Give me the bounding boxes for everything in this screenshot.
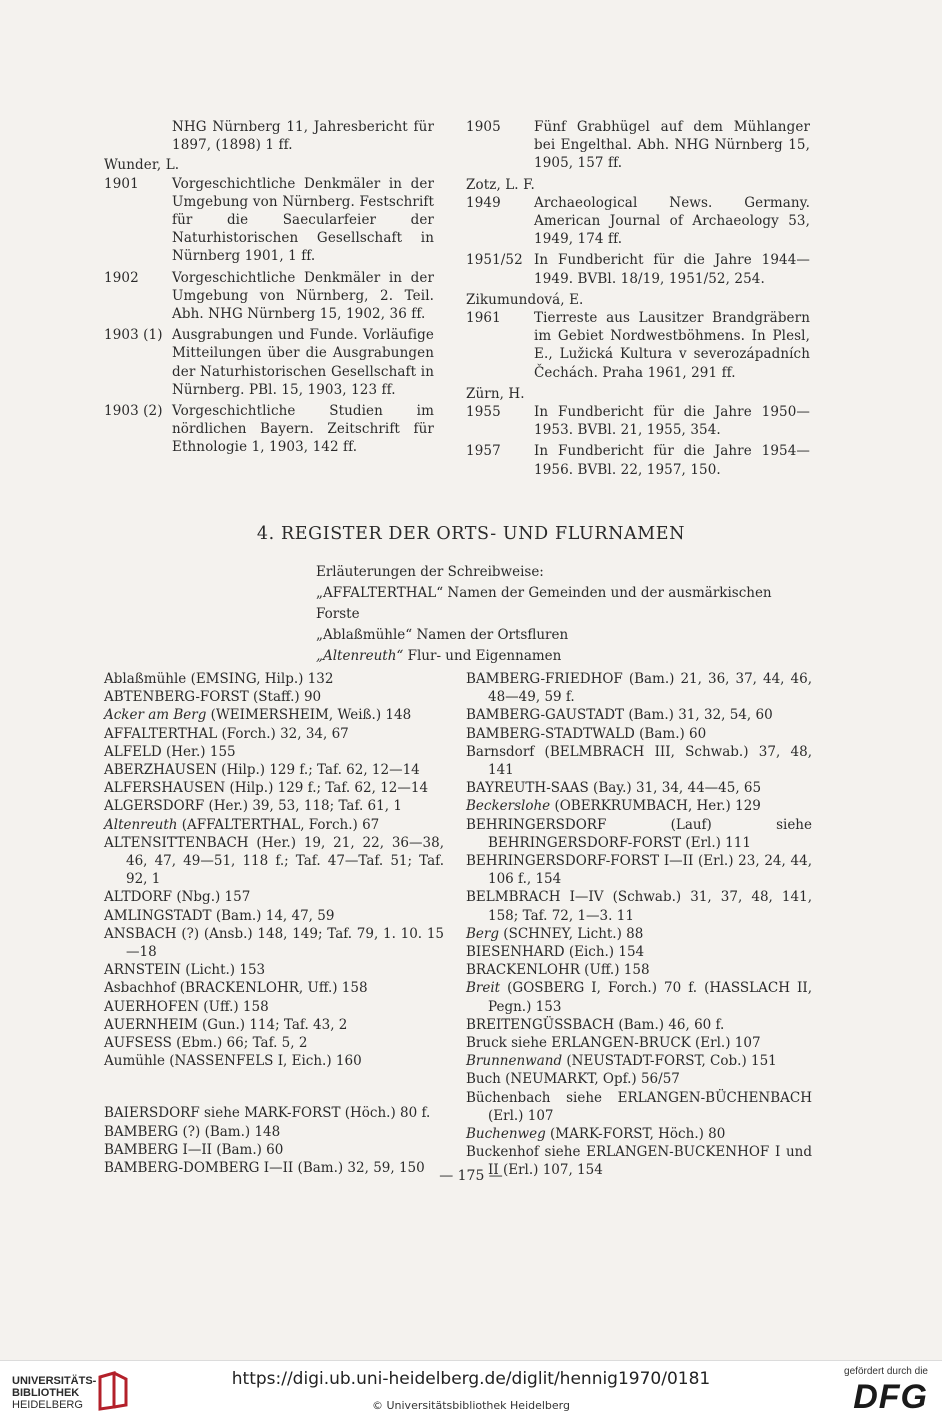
register-entry: Altenreuth (AFFALTERTHAL, Forch.) 67 xyxy=(104,816,380,833)
register-entry: ALTENSITTENBACH (Her.) 19, 21, 22, 36—38, 46, 47, 49—51, 118 f.; Taf. 47—Taf. 51; Taf. 92, 1 xyxy=(104,834,444,888)
entry-text: Vorgeschichtliche Studien im nördlichen Bayern. Zeitschrift für Ethnologie 1, 1903, 142 ff. xyxy=(172,403,434,456)
bibliography-continuation: NHG Nürnberg 11, Jahresbericht für 1897, (1898) 1 ff. xyxy=(172,119,434,154)
explanation-title: Erläuterungen der Schreibweise: xyxy=(316,564,544,580)
register-entry: Acker am Berg (WEIMERSHEIM, Weiß.) 148 xyxy=(104,707,412,724)
register-entry: BIESENHARD (Eich.) 154 xyxy=(466,944,645,961)
entry-text: In Fundbericht für die Jahre 1954—1956. BVBl. 22, 1957, 150. xyxy=(534,443,810,478)
bibliography-entry xyxy=(104,269,434,324)
register-entry: BAMBERG-FRIEDHOF (Bam.) 21, 36, 37, 44, 46, 48—49, 59 f. xyxy=(466,671,812,706)
author-name: Wunder, L. xyxy=(104,157,180,174)
register-entry: ALFERSHAUSEN (Hilp.) 129 f.; Taf. 62, 12—14 xyxy=(104,780,429,797)
explanation-line xyxy=(316,646,816,667)
register-entry: BAYREUTH-SAAS (Bay.) 31, 34, 44—45, 65 xyxy=(466,780,762,797)
register-entry: Aumühle (NASSENFELS I, Eich.) 160 xyxy=(104,1053,362,1070)
register-entry: ARNSTEIN (Licht.) 153 xyxy=(104,962,266,979)
register-entry: Barnsdorf (BELMBRACH III, Schwab.) 37, 48, 141 xyxy=(466,743,812,779)
entry-year: 1903 (2) xyxy=(104,403,163,420)
register-entry: ABTENBERG-FORST (Staff.) 90 xyxy=(104,689,322,706)
entry-text: Fünf Grabhügel auf dem Mühlanger bei Engelthal. Abh. NHG Nürnberg 15, 1905, 157 ff. xyxy=(534,119,810,172)
author-name: Zürn, H. xyxy=(466,385,525,402)
bibliography-entry xyxy=(466,309,810,382)
flurname-italic: Berg xyxy=(466,925,500,942)
entry-year: 1903 (1) xyxy=(104,327,163,344)
register-entry: Buchenweg (MARK-FORST, Höch.) 80 xyxy=(466,1126,726,1143)
register-entry: AUFSESS (Ebm.) 66; Taf. 5, 2 xyxy=(104,1035,308,1052)
document-url-link[interactable]: https://digi.ub.uni-heidelberg.de/diglit/hennig1970/0181 xyxy=(231,1369,711,1389)
entry-year: 1901 xyxy=(104,175,139,192)
entry-text: In Fundbericht für die Jahre 1944—1949. BVBl. 18/19, 1951/52, 254. xyxy=(534,252,810,287)
register-entry: BEHRINGERSDORF-FORST I—II (Erl.) 23, 24, 44, 106 f., 154 xyxy=(466,853,812,888)
bibliography-entry xyxy=(466,403,810,439)
register-entry: Büchenbach siehe ERLANGEN-BÜCHENBACH (Erl.) 107 xyxy=(466,1089,812,1124)
entry-text: Vorgeschichtliche Denkmäler in der Umgebung von Nürnberg, 2. Teil. Abh. NHG Nürnberg 15, 1902, 36 ff. xyxy=(172,269,434,323)
flurname-italic: Breit xyxy=(466,980,501,997)
entry-year: 1957 xyxy=(466,443,501,460)
entry-year: 1905 xyxy=(466,119,501,135)
register-entry: Brunnenwand (NEUSTADT-FORST, Cob.) 151 xyxy=(466,1053,777,1070)
author-name: Zikumundová, E. xyxy=(466,291,584,308)
copyright-notice: © Universitätsbibliothek Heidelberg xyxy=(371,1399,570,1412)
register-entry: BREITENGÜSSBACH (Bam.) 46, 60 f. xyxy=(466,1016,725,1033)
entry-text: In Fundbericht für die Jahre 1950—1953. BVBl. 21, 1955, 354. xyxy=(534,404,810,439)
register-entry: BELMBRACH I—IV (Schwab.) 31, 37, 48, 141, 158; Taf. 72, 1—3. 11 xyxy=(466,889,812,924)
register-entry: ALGERSDORF (Her.) 39, 53, 118; Taf. 61, 1 xyxy=(104,798,402,815)
bibliography-right-column xyxy=(466,118,810,482)
author-name: Zotz, L. F. xyxy=(466,176,535,193)
entry-text: Tierreste aus Lausitzer Brandgräbern im Gebiet Nordwestböhmens. In Plesl, E., Lužická Kultura v severozápadních Čechách. Praha 1961, 291 ff. xyxy=(534,310,810,381)
bibliography-entry xyxy=(466,442,810,478)
register-entry: AFFALTERTHAL (Forch.) 32, 34, 67 xyxy=(104,725,349,742)
entry-text: Ausgrabungen und Funde. Vorläufige Mitteilungen über die Ausgrabungen der Naturhistorischen Gesellschaft in Nürnberg. PBl. 15, 1903, 123 ff. xyxy=(172,327,434,398)
register-entry: Asbachhof (BRACKENLOHR, Uff.) 158 xyxy=(104,980,368,997)
register-entry: BAMBERG-STADTWALD (Bam.) 60 xyxy=(466,725,707,742)
register-entry: Ablaßmühle (EMSING, Hilp.) 132 xyxy=(104,671,334,687)
register-entry: BAMBERG I—II (Bam.) 60 xyxy=(104,1141,284,1158)
register-left-column xyxy=(104,670,444,1177)
bibliography-entry xyxy=(104,175,434,266)
register-entry: BAIERSDORF siehe MARK-FORST (Höch.) 80 f. xyxy=(104,1105,431,1122)
explanation-line: „AFFALTERTHAL“ Namen der Gemeinden und der ausmärkischen Forste xyxy=(316,585,772,622)
register-entry: AMLINGSTADT (Bam.) 14, 47, 59 xyxy=(104,907,335,924)
funding-caption: gefördert durch die xyxy=(844,1366,928,1377)
entry-year: 1951/52 xyxy=(466,252,523,269)
register-entry: ALTDORF (Nbg.) 157 xyxy=(104,889,251,906)
flurname-italic: Buchenweg xyxy=(466,1126,546,1143)
entry-year: 1955 xyxy=(466,404,501,421)
entry-year: 1902 xyxy=(104,269,139,286)
register-entry: AUERHOFEN (Uff.) 158 xyxy=(104,998,269,1015)
register-entry: BAMBERG-GAUSTADT (Bam.) 31, 32, 54, 60 xyxy=(466,707,773,724)
register-entry: ABERZHAUSEN (Hilp.) 129 f.; Taf. 62, 12—14 xyxy=(104,762,420,779)
register-entry: Buch (NEUMARKT, Opf.) 56/57 xyxy=(466,1071,680,1088)
bibliography-entry xyxy=(466,118,810,173)
entry-year: 1961 xyxy=(466,310,501,327)
entry-text: Archaeological News. Germany. American Journal of Archaeology 53, 1949, 174 ff. xyxy=(534,194,810,248)
page-number: — 175 — xyxy=(439,1168,503,1184)
register-entry: Breit (GOSBERG I, Forch.) 70 f. (HASSLACH II, Pegn.) 153 xyxy=(466,980,812,1015)
register-entry: ANSBACH (?) (Ansb.) 148, 149; Taf. 79, 1. 10. 15—18 xyxy=(104,925,444,961)
bibliography-entry xyxy=(466,251,810,287)
register-entry: Berg (SCHNEY, Licht.) 88 xyxy=(466,925,644,942)
register-entry: BRACKENLOHR (Uff.) 158 xyxy=(466,962,650,979)
italic-example: „Altenreuth“ xyxy=(316,648,404,664)
library-name-line: BIBLIOTHEK xyxy=(12,1387,80,1399)
flurname-italic: Altenreuth xyxy=(104,816,178,833)
bibliography-entry xyxy=(466,194,810,249)
register-entry: ALFELD (Her.) 155 xyxy=(104,743,236,760)
viewer-footer xyxy=(0,1360,942,1423)
dfg-logo[interactable]: DFG xyxy=(853,1378,928,1416)
register-entry: AUERNHEIM (Gun.) 114; Taf. 43, 2 xyxy=(104,1016,348,1033)
register-entry: Bruck siehe ERLANGEN-BRUCK (Erl.) 107 xyxy=(466,1035,761,1052)
flurname-italic: Beckerslohe xyxy=(466,798,551,815)
bibliography-entry xyxy=(104,326,434,399)
register-entry: BAMBERG-DOMBERG I—II (Bam.) 32, 59, 150 xyxy=(104,1160,425,1177)
flurname-italic: Acker am Berg xyxy=(104,707,207,724)
explanation-notes xyxy=(316,562,816,667)
bibliography-left-column xyxy=(104,118,434,460)
entry-year: 1949 xyxy=(466,194,501,211)
register-right-column xyxy=(466,670,812,1180)
explanation-text: Flur- und Eigennamen xyxy=(403,648,562,664)
explanation-line: „Ablaßmühle“ Namen der Ortsfluren xyxy=(316,627,569,643)
library-name-line: UNIVERSITÄTS- xyxy=(12,1375,97,1387)
entry-text: Vorgeschichtliche Denkmäler in der Umgebung von Nürnberg. Festschrift für die Saecularfeier der Naturhistorischen Gesellschaft in Nürnberg 1901, 1 ff. xyxy=(172,175,434,265)
spacer xyxy=(104,1070,444,1104)
flurname-italic: Brunnenwand xyxy=(466,1053,563,1070)
bibliography-entry xyxy=(104,402,434,457)
section-heading: 4. REGISTER DER ORTS- UND FLURNAMEN xyxy=(256,524,686,544)
register-entry: BAMBERG (?) (Bam.) 148 xyxy=(104,1123,281,1140)
library-name-line: HEIDELBERG xyxy=(12,1399,83,1411)
register-entry: Buckenhof siehe ERLANGEN-BUCKENHOF I und II (Erl.) 107, 154 xyxy=(466,1144,812,1179)
register-entry: Beckerslohe (OBERKRUMBACH, Her.) 129 xyxy=(466,798,761,815)
register-entry: BEHRINGERSDORF (Lauf) siehe BEHRINGERSDORF-FORST (Erl.) 111 xyxy=(466,816,812,851)
